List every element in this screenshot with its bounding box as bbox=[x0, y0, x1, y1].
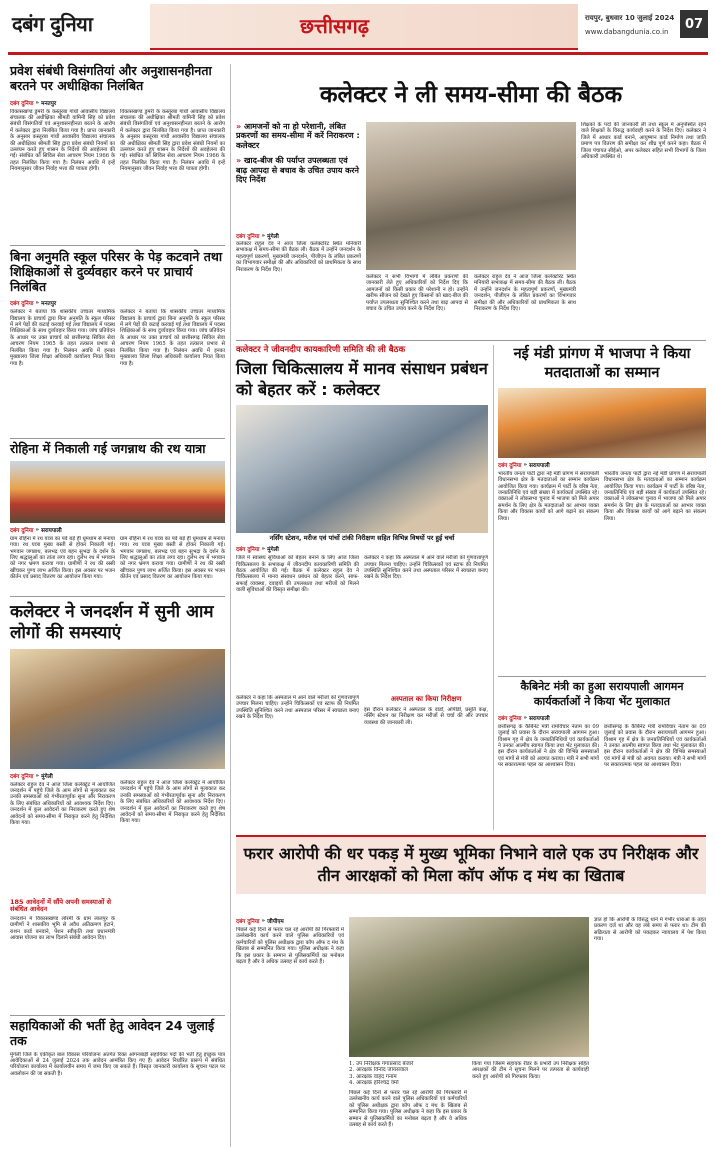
byline bbox=[10, 299, 225, 307]
subhead: 185 आवेदनों में सौंपे अपनी समस्याओं से संबंधित आवेदन bbox=[10, 897, 112, 914]
byline-place: सरायपाली bbox=[41, 527, 62, 534]
photo-caption: नर्सिंग स्टेशन, मरीज एवं पांचों टांकी निरीक्षण सहित विभिन्न विषयों पर हुई चर्चा bbox=[269, 533, 455, 542]
article-bjp-voters bbox=[498, 345, 706, 675]
byline-place: मुंगेली bbox=[267, 234, 279, 240]
body-1: जिले में स्वास्थ्य सुविधाओं को बेहतर बनाने के लिए आज जिला चिकित्सालय के सभाकक्ष में जीवनदीप कायकारिणी समिति की बैठक आयोजित की गई। बैठक में कलेक्टर राहुल देव ने चिकित्सालय में मानव संसाधन प्रबंधन को बेहतर करने, साफ-सफाई व्यवस्था, दवाइयों की उपलब्धता तथा मरीजों को मिलने वाली सुविधाओं की विस्तृत समीक्षा की। bbox=[236, 555, 359, 594]
body-3: इस दौरान कलेक्टर ने अस्पताल के वार्डों, ओपीडी, प्रसूति कक्ष, नर्सिंग स्टेशन का निरीक्षण कर मरीजों से चर्चा की और उपचार व्यवस्था की जानकारी ली। bbox=[364, 707, 488, 726]
column-divider bbox=[230, 64, 231, 1147]
hospital-continued bbox=[236, 695, 488, 830]
body: कलेक्टर ने बताया कि शासकीय उच्चतर माध्यमिक विद्यालय के प्राचार्य द्वारा बिना अनुमति के स्कूल परिसर में लगे पेड़ों की कटाई करवाई गई तथा विद्यालय में पदस्थ शिक्षिकाओं के साथ दुर्व्यवहार किया गया। जांच प्रतिवेदन के आधार पर उक्त प्राचार्य को छत्तीसगढ़ सिविल सेवा आचरण नियम 1965 के तहत तत्काल प्रभाव से निलंबित किया गया है। निलंबन अवधि में इनका मुख्यालय जिला शिक्षा अधिकारी कार्यालय नियत किया गया है। bbox=[10, 309, 115, 367]
body-3: शिक्षकों के पदों की जानकारी ली तथा स्कूल में अनुपस्थित रहने वाले शिक्षकों के विरुद्ध कार्यवाही करने के निर्देश दिए। कलेक्टर ने जिले में आधार कार्ड बनाने, आयुष्मान कार्ड निर्माण तथा जाति प्रमाण पत्र वितरण की समीक्षा कर शीघ्र पूर्ण करने कहा। बैठक में जिला पंचायत सीईओ, अपर कलेक्टर सहित सभी विभागों के जिला अधिकारी उपस्थित थे। bbox=[581, 122, 706, 161]
article-helper-recruitment bbox=[10, 1019, 225, 1147]
body-cont: भारतीय जनता पार्टी द्वारा नई मंडी प्रांगण में सरायपाली विधानसभा क्षेत्र के मतदाताओं का सम्मान कार्यक्रम आयोजित किया गया। कार्यक्रम में पार्टी के वरिष्ठ नेता, जनप्रतिनिधि एवं बड़ी संख्या में कार्यकर्ता उपस्थित रहे। वक्ताओं ने लोकसभा चुनाव में भाजपा को मिले अपार समर्थन के लिए क्षेत्र के मतदाताओं का आभार व्यक्त किया और विकास कार्यों को आगे बढ़ाने का संकल्प लिया। bbox=[604, 470, 706, 522]
byline-place: मनतपुर bbox=[41, 100, 57, 107]
award-photo bbox=[349, 917, 589, 1057]
meeting-photo bbox=[366, 122, 576, 270]
headline: कैबिनेट मंत्री का हुआ सरायपाली आगमन कार्यकर्ताओं ने किया भेंट मुलाकात bbox=[520, 680, 684, 708]
kicker-box bbox=[236, 122, 361, 222]
body-1: कलेक्टर राहुल देव ने आज जिला कलेक्टोरेट स्थित मनियारी सभाकक्ष में समय-सीमा की बैठक ली। बैठक में उन्होंने जनदर्शन के महत्वपूर्ण प्रकरणों, मुख्यमंत्री जनदर्शन, पीजीएन के लंबित प्रकरणों का विभागवार समीक्षा की और अधिकारियों को प्राथमिकता के साथ निराकरण के निर्देश दिए। bbox=[236, 241, 361, 273]
awardee-4: 4. आरक्षक हरिश्चंद्र वर्मा bbox=[349, 1080, 399, 1087]
headline: नई मंडी प्रांगण में भाजपा ने किया मतदाताओं का सम्मान bbox=[513, 346, 691, 381]
byline-sep: » bbox=[523, 461, 528, 468]
byline bbox=[10, 99, 225, 107]
body-2b: कलेक्टर राहुल देव ने आज जिला कलेक्टोरेट स्थित मनियारी सभाकक्ष में समय-सीमा की बैठक ली। बैठक में उन्होंने जनदर्शन के महत्वपूर्ण प्रकरणों, मुख्यमंत्री जनदर्शन, पीजीएन के लंबित प्रकरणों का विभागवार समीक्षा की और अधिकारियों को प्राथमिकता के साथ निराकरण के निर्देश दिए। bbox=[474, 274, 576, 313]
website[interactable]: www.dabangdunia.co.in bbox=[585, 28, 669, 36]
byline bbox=[10, 772, 225, 780]
byline-sep: » bbox=[35, 300, 40, 307]
awardee-2: 2. आरक्षक विनोद जायसवाल bbox=[349, 1067, 409, 1074]
article-principal-suspended bbox=[10, 250, 225, 435]
byline-sep: » bbox=[35, 99, 40, 106]
hospital-photo bbox=[236, 405, 488, 533]
jandarshan-photo bbox=[10, 649, 225, 769]
body-cont: कलेक्टर ने बताया कि शासकीय उच्चतर माध्यमिक विद्यालय के प्राचार्य द्वारा बिना अनुमति के स्कूल परिसर में लगे पेड़ों की कटाई करवाई गई तथा विद्यालय में पदस्थ शिक्षिकाओं के साथ दुर्व्यवहार किया गया। जांच प्रतिवेदन के आधार पर उक्त प्राचार्य को छत्तीसगढ़ सिविल सेवा आचरण नियम 1965 के तहत तत्काल प्रभाव से निलंबित किया गया है। निलंबन अवधि में इनका मुख्यालय जिला शिक्षा अधिकारी कार्यालय नियत किया गया है। bbox=[120, 309, 225, 367]
byline-place: मुंगेली bbox=[267, 547, 279, 554]
byline-sep: » bbox=[261, 918, 266, 924]
bjp-event-photo bbox=[498, 388, 706, 458]
article-cop-of-month bbox=[236, 835, 706, 1147]
body-2b: किया गया जिसमें सहायक रीडर के प्रभारी उप निरीक्षक सहित आरक्षकों की टीम ने सूचना मिलने पर तत्परता से कार्यवाही करते हुए आरोपी को गिरफ्तार किया। bbox=[472, 1061, 589, 1080]
byline-place: मनतपुर bbox=[41, 301, 57, 308]
body: मुंगेली जिले के एकीकृत बाल विकास परियोजना अंतर्गत रिक्त आंगनबाड़ी सहायिका पदों की भर्ती हेतु इच्छुक पात्र आवेदिकाओं से 24 जुलाई 2024 तक आवेदन आमंत्रित किए गए हैं। आवेदन निर्धारित प्रारूप में संबंधित परियोजना कार्यालय में कार्यालयीन समय में जमा किए जा सकते हैं। विस्तृत जानकारी कार्यालय के सूचना पटल पर अवलोकन की जा सकती है। bbox=[10, 1051, 225, 1077]
byline-sep: » bbox=[35, 526, 40, 533]
kicker-2 bbox=[236, 156, 361, 184]
headline: जिला चिकित्सालय में मानव संसाधन प्रबंधन को बेहतर करें : कलेक्टर bbox=[236, 359, 488, 399]
byline bbox=[498, 714, 706, 722]
masthead-logo bbox=[12, 10, 137, 42]
byline-paper: दबंग दुनिया bbox=[236, 919, 260, 925]
byline-paper: दबंग दुनिया bbox=[498, 462, 522, 469]
headline: कलेक्टर ने जनदर्शन में सुनी आम लोगों की समस्याएं bbox=[10, 602, 214, 644]
awardee-list bbox=[349, 1061, 467, 1087]
byline-paper: दबंग दुनिया bbox=[10, 773, 34, 780]
article-rath-yatra bbox=[10, 442, 225, 592]
masthead-rule bbox=[8, 52, 708, 55]
body-2-cont: कलेक्टर ने कहा कि अस्पताल में आने वाले मरीजों को गुणवत्तापूर्ण उपचार मिलना चाहिए। उन्होंने चिकित्सकों एवं स्टाफ की नियमित उपस्थिति सुनिश्चित करने तथा अस्पताल परिसर में स्वच्छता बनाए रखने के निर्देश दिए। bbox=[236, 695, 359, 721]
article-minister-visit bbox=[498, 680, 706, 830]
headline: प्रवेश संबंधी विसंगतियां और अनुशासनहीनता बरतने पर अधीक्षिका निलंबित bbox=[10, 63, 212, 93]
byline-place: सरायपाली bbox=[529, 462, 550, 469]
rule bbox=[10, 596, 225, 597]
subhead: अस्पताल का किया निरीक्षण bbox=[390, 695, 462, 703]
rule bbox=[10, 245, 225, 246]
body: ग्राम रोहिना में रथ यात्रा का पर्व बड़े ही धूमधाम से मनाया गया। रथ यात्रा मुख्य बस्ती से होकर निकाली गई। भगवान जगन्नाथ, बलभद्र एवं बहन सुभद्रा के दर्शन के लिए श्रद्धालुओं का तांता लगा रहा। दुर्लभ रथ में भगवान को नगर भ्रमण कराया गया। ग्रामीणों ने रथ की रस्सी खींचकर पुण्य लाभ अर्जित किया। इस अवसर पर भजन कीर्तन एवं प्रसाद वितरण का आयोजन किया गया। bbox=[10, 535, 115, 581]
kicker-1-mark: » bbox=[236, 122, 244, 131]
article-jandarshan-col2: कलेक्टर राहुल देव ने आज जिला कलेक्ट्रेट में आयोजित जनदर्शन में पहुंचे जिले के आम लोगों से मुलाकात कर उनकी समस्याओं को गंभीरतापूर्वक सुना और निराकरण के लिए संबंधित अधिकारियों को आवश्यक निर्देश दिए। जनदर्शन में कुल आवेदनों का निराकरण करते हुए शेष आवेदनों को समय-सीमा में निराकृत करने हेतु निर्देशित किया गया। bbox=[120, 780, 225, 825]
awardee-1: 1. उप निरीक्षक गंगाप्रसाद बंजारे bbox=[349, 1061, 414, 1067]
logo-text: दबंग दुनिया bbox=[12, 12, 93, 36]
rath-yatra-photo bbox=[10, 461, 225, 523]
byline-paper: दबंग दुनिया bbox=[10, 527, 34, 534]
body-2: कलेक्टर ने कहा कि अस्पताल में आने वाले मरीजों को गुणवत्तापूर्ण उपचार मिलना चाहिए। उन्होंने चिकित्सकों एवं स्टाफ की नियमित उपस्थिति सुनिश्चित करने तथा अस्पताल परिसर में स्वच्छता बनाए रखने के निर्देश दिए। bbox=[364, 555, 488, 581]
body-1: पिछले कई दिनों से फरार चल रहे आरोपी की गिरफ्तारी में उल्लेखनीय कार्य करने वाले पुलिस अधिकारियों एवं कर्मचारियों को पुलिस अधीक्षक द्वारा कॉप ऑफ द मंथ के खिताब से सम्मानित किया गया। पुलिस अधीक्षक ने कहा कि इस प्रकार के सम्मान से पुलिसकर्मियों का मनोबल बढ़ता है और वे अधिक उत्साह से कार्य करते हैं। bbox=[236, 927, 344, 966]
byline-place: जीपीएम bbox=[267, 919, 284, 925]
body-3: ज्ञात हो कि आरोपी के विरुद्ध थाने में गंभीर धाराओं के तहत प्रकरण दर्ज था और वह लंबे समय से फरार था। टीम की सक्रियता से आरोपी को पकड़कर न्यायालय में पेश किया गया। bbox=[594, 917, 706, 943]
byline-paper: दबंग दुनिया bbox=[10, 100, 34, 107]
byline-paper: दबंग दुनिया bbox=[236, 234, 260, 240]
body-cont: विकासखण्ड डुमरी के कस्तूरबा गांधी आवासीय विद्यालय संचालक की अधीक्षिका श्रीमती यामिनी सिंह को प्रवेश संबंधी विसंगतियों एवं अनुशासनहीनता बरतने के आरोप में कलेक्टर द्वारा निलंबित किया गया है। प्राप्त जानकारी के अनुसार कस्तूरबा गांधी आवासीय विद्यालय संचालक की अधीक्षिका श्रीमती सिंह द्वारा प्रवेश संबंधी नियमों का उल्लंघन करते हुए शासन के निर्देशों की अवहेलना की गई। संबंधित को सिविल सेवा आचरण नियम 1966 के तहत निलंबित किया गया है। निलंबन अवधि में इन्हें नियमानुसार जीवन निर्वाह भत्ता की पात्रता होगी। bbox=[120, 108, 225, 173]
byline-sep: » bbox=[261, 233, 266, 239]
byline bbox=[236, 545, 488, 553]
kicker-1-text: आमजनों को ना हो परेशानी, लंबित प्रकरणों का समय-सीमा में करें निराकरण : कलेक्टर bbox=[236, 122, 360, 150]
headline: बिना अनुमति स्कूल परिसर के पेड़ कटवाने तथा शिक्षिकाओं से दुर्व्यवहार करने पर प्राचार्य निलंबित bbox=[10, 249, 223, 294]
section-name: छत्तीसगढ़ bbox=[300, 14, 370, 38]
body: कलेक्टर राहुल देव ने आज जिला कलेक्ट्रेट में आयोजित जनदर्शन में पहुंचे जिले के आम लोगों से मुलाकात कर उनकी समस्याओं को गंभीरतापूर्वक सुना और निराकरण के लिए संबंधित अधिकारियों को आवश्यक निर्देश दिए। जनदर्शन में कुल आवेदनों का निराकरण करते हुए शेष आवेदनों को समय-सीमा में निराकृत करने हेतु निर्देशित किया गया। bbox=[10, 781, 115, 826]
byline-paper: दबंग दुनिया bbox=[10, 301, 34, 308]
byline-sep: » bbox=[261, 546, 266, 553]
byline bbox=[498, 461, 706, 469]
body-cont: छत्तीसगढ़ के कैबिनेट मंत्री रामविचार नेताम का 09 जुलाई को प्रवास के दौरान सरायपाली आगमन हुआ। विश्राम गृह में क्षेत्र के जनप्रतिनिधियों एवं कार्यकर्ताओं ने उनका आत्मीय स्वागत किया तथा भेंट मुलाकात की। इस दौरान कार्यकर्ताओं ने क्षेत्र की विभिन्न समस्याओं एवं मांगों से मंत्री को अवगत कराया। मंत्री ने सभी मांगों पर सकारात्मक पहल का आश्वासन दिया। bbox=[604, 723, 706, 769]
headline: रोहिना में निकाली गई जगन्नाथ की रथ यात्रा bbox=[10, 441, 206, 456]
article-timeline-meeting bbox=[236, 64, 706, 344]
awardee-3: 3. आरक्षक वाहद गनाम bbox=[349, 1073, 397, 1080]
body: विकासखण्ड डुमरी के कस्तूरबा गांधी आवासीय विद्यालय संचालक की अधीक्षिका श्रीमती यामिनी सिंह को प्रवेश संबंधी विसंगतियों एवं अनुशासनहीनता बरतने के आरोप में कलेक्टर द्वारा निलंबित किया गया है। प्राप्त जानकारी के अनुसार कस्तूरबा गांधी आवासीय विद्यालय संचालक की अधीक्षिका श्रीमती सिंह द्वारा प्रवेश संबंधी नियमों का उल्लंघन करते हुए शासन के निर्देशों की अवहेलना की गई। संबंधित को सिविल सेवा आचरण नियम 1966 के तहत निलंबित किया गया है। निलंबन अवधि में इन्हें नियमानुसार जीवन निर्वाह भत्ता की पात्रता होगी। bbox=[10, 108, 115, 173]
kicker-2-mark: » bbox=[236, 156, 244, 166]
rule bbox=[498, 676, 706, 677]
body-2: जनदर्शन में विकासखण्ड लोरमी के ग्राम लालपुर के ग्रामीणों ने शासकीय भूमि से अवैध अतिक्रमण हटाने, राशन कार्ड बनवाने, पेंशन स्वीकृति तथा प्रधानमंत्री आवास योजना का लाभ दिलाने संबंधी आवेदन दिए। bbox=[10, 915, 115, 942]
masthead bbox=[0, 0, 715, 62]
byline-sep: » bbox=[523, 714, 528, 721]
byline bbox=[236, 232, 279, 240]
byline-place: मुंगेली bbox=[41, 773, 53, 780]
body-cont: ग्राम रोहिना में रथ यात्रा का पर्व बड़े ही धूमधाम से मनाया गया। रथ यात्रा मुख्य बस्ती से होकर निकाली गई। भगवान जगन्नाथ, बलभद्र एवं बहन सुभद्रा के दर्शन के लिए श्रद्धालुओं का तांता लगा रहा। दुर्लभ रथ में भगवान को नगर भ्रमण कराया गया। ग्रामीणों ने रथ की रस्सी खींचकर पुण्य लाभ अर्जित किया। इस अवसर पर भजन कीर्तन एवं प्रसाद वितरण का आयोजन किया गया। bbox=[120, 535, 225, 581]
dateline: रायपुर, बुधवार 10 जुलाई 2024 bbox=[585, 14, 675, 22]
kicker-2-text: खाद-बीज की पर्याप्त उपलब्धता एवं बाढ़ आपदा से बचाव के उचित उपाय करने दिए निर्देश bbox=[236, 156, 359, 185]
byline-paper: दबंग दुनिया bbox=[498, 715, 522, 722]
byline-paper: दबंग दुनिया bbox=[236, 547, 260, 554]
section-banner bbox=[150, 4, 578, 50]
byline-place: सरायपाली bbox=[529, 715, 550, 722]
headline: फरार आरोपी की धर पकड़ में मुख्य भूमिका निभाने वाले एक उप निरीक्षक और तीन आरक्षकों को मिला कॉप ऑफ द मंथ का खिताब bbox=[236, 835, 706, 894]
headline: सहायिकाओं की भर्ती हेतु आवेदन 24 जुलाई तक bbox=[10, 1018, 215, 1048]
headline: कलेक्टर ने ली समय-सीमा की बैठक bbox=[319, 82, 623, 108]
byline bbox=[236, 917, 344, 925]
rule bbox=[10, 438, 225, 439]
column-divider bbox=[493, 345, 494, 830]
article-hospital bbox=[236, 345, 488, 695]
body-2: कलेक्टर ने सभी विभागों में लंबित प्रकरणों की जानकारी लेते हुए अधिकारियों को निर्देश दिए कि आमजनों को किसी प्रकार की परेशानी न हो। उन्होंने खरीफ सीजन को देखते हुए किसानों को खाद-बीज की पर्याप्त उपलब्धता सुनिश्चित करने तथा बाढ़ आपदा से बचाव के उचित उपाय करने के निर्देश दिए। bbox=[366, 274, 468, 313]
rule bbox=[236, 340, 706, 341]
body: भारतीय जनता पार्टी द्वारा नई मंडी प्रांगण में सरायपाली विधानसभा क्षेत्र के मतदाताओं का सम्मान कार्यक्रम आयोजित किया गया। कार्यक्रम में पार्टी के वरिष्ठ नेता, जनप्रतिनिधि एवं बड़ी संख्या में कार्यकर्ता उपस्थित रहे। वक्ताओं ने लोकसभा चुनाव में भाजपा को मिले अपार समर्थन के लिए क्षेत्र के मतदाताओं का आभार व्यक्त किया और विकास कार्यों को आगे बढ़ाने का संकल्प लिया। bbox=[498, 470, 599, 522]
byline-sep: » bbox=[35, 772, 40, 779]
body-2: पिछले कई दिनों से फरार चल रहे आरोपी की गिरफ्तारी में उल्लेखनीय कार्य करने वाले पुलिस अधिकारियों एवं कर्मचारियों को पुलिस अधीक्षक द्वारा कॉप ऑफ द मंथ के खिताब से सम्मानित किया गया। पुलिस अधीक्षक ने कहा कि इस प्रकार के सम्मान से पुलिसकर्मियों का मनोबल बढ़ता है और वे अधिक उत्साह से कार्य करते हैं। bbox=[349, 1090, 467, 1129]
kicker-1 bbox=[236, 122, 361, 150]
page-number: 07 bbox=[680, 10, 708, 38]
article-warden-suspended bbox=[10, 64, 225, 242]
rule bbox=[10, 1015, 225, 1016]
kicker: कलेक्टर ने जीवनदीप कायकारिणी समिति की ली बैठक bbox=[236, 345, 406, 355]
byline bbox=[10, 526, 225, 534]
body: छत्तीसगढ़ के कैबिनेट मंत्री रामविचार नेताम का 09 जुलाई को प्रवास के दौरान सरायपाली आगमन हुआ। विश्राम गृह में क्षेत्र के जनप्रतिनिधियों एवं कार्यकर्ताओं ने उनका आत्मीय स्वागत किया तथा भेंट मुलाकात की। इस दौरान कार्यकर्ताओं ने क्षेत्र की विभिन्न समस्याओं एवं मांगों से मंत्री को अवगत कराया। मंत्री ने सभी मांगों पर सकारात्मक पहल का आश्वासन दिया। bbox=[498, 723, 599, 769]
